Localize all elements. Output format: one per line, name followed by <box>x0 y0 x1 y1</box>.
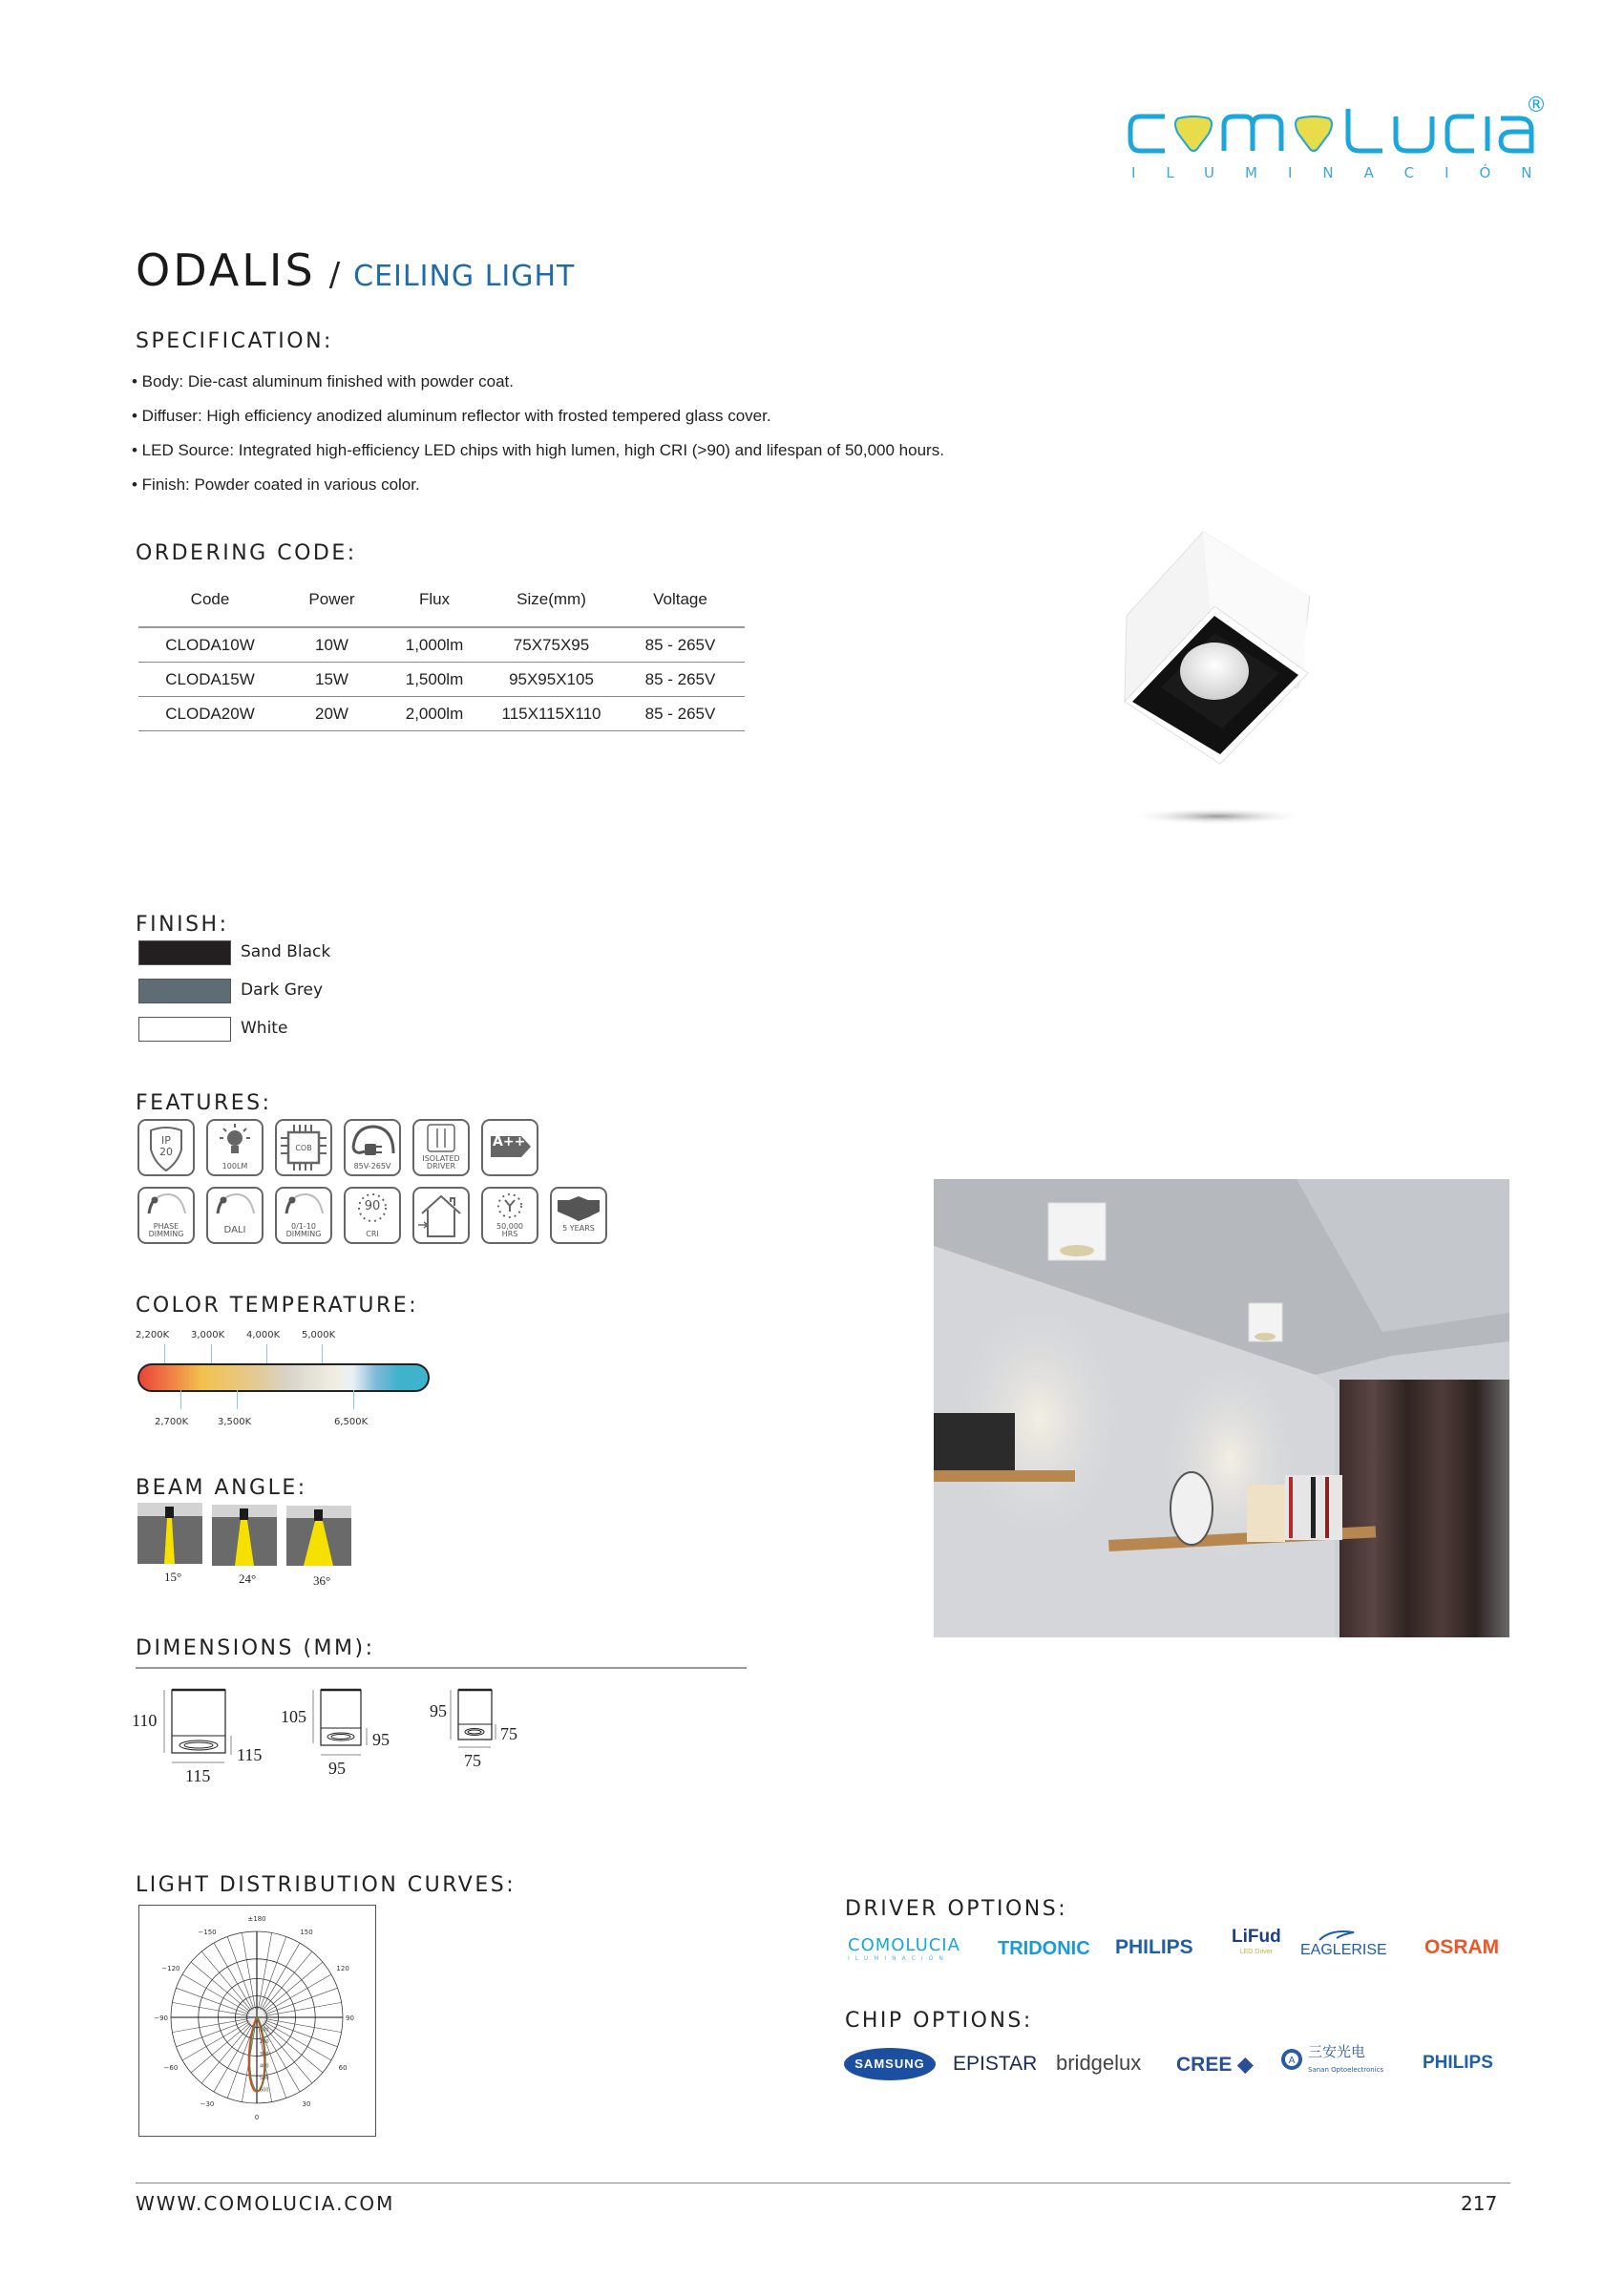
polar-angle-label: 150 <box>300 1928 313 1936</box>
brand-sub: LED Driver <box>1239 1949 1273 1955</box>
polar-angle-label: −150 <box>198 1928 217 1936</box>
feature-energy-class <box>481 1119 538 1176</box>
swatch-sand-black <box>138 940 231 965</box>
brand-epistar: EPISTAR <box>953 2053 1038 2075</box>
dim-side: 75 <box>500 1724 517 1743</box>
table-header-row <box>138 573 745 627</box>
finish-label: White <box>241 1019 288 1038</box>
cell-size: 115X115X110 <box>487 697 616 731</box>
brand-sub: Sanan Optoelectronics <box>1308 2066 1384 2074</box>
registered-mark: ® <box>1526 94 1547 117</box>
spec-item: • LED Source: Integrated high-efficiency LED chips with high lumen, high CRI (>90) and lifespan of 50,000 hours. <box>132 441 944 459</box>
cell-code: CLODA10W <box>138 627 282 663</box>
dim-side: 115 <box>237 1745 263 1764</box>
cri-value: 90 <box>364 1199 381 1213</box>
cell-code: CLODA20W <box>138 697 282 731</box>
title-row <box>136 244 575 296</box>
feature-caption: DIMMING <box>285 1230 322 1238</box>
col-size: Size(mm) <box>487 573 616 627</box>
cell-flux: 1,000lm <box>382 627 487 663</box>
chip-options-heading: CHIP OPTIONS: <box>845 2009 1033 2033</box>
col-voltage: Voltage <box>616 573 745 627</box>
cell-voltage: 85 - 265V <box>616 627 745 663</box>
ip-value: 20 <box>159 1146 173 1158</box>
sanan-logo-icon <box>1279 2043 1304 2076</box>
brand-comolucia: COMOLUCIA ILUMINACIÓN <box>848 1935 960 1962</box>
energy-class-text: A++ <box>493 1134 526 1150</box>
logo-subtitle: ILUMINACIÓN <box>1131 164 1563 181</box>
ct-label: 4,000K <box>246 1330 281 1340</box>
brand-sanan <box>1279 2043 1403 2081</box>
feature-caption: 100LM <box>221 1162 248 1171</box>
brand-philips: PHILIPS <box>1115 1936 1193 1958</box>
cell-voltage: 85 - 265V <box>616 663 745 697</box>
feature-warranty <box>550 1187 607 1244</box>
cell-power: 15W <box>282 663 382 697</box>
logo-wordmark <box>1127 105 1537 162</box>
dim-model-20w <box>164 1690 231 1762</box>
feature-indoor <box>412 1187 470 1244</box>
polar-radial-label: 300 <box>260 2051 269 2057</box>
ordering-table <box>138 573 745 731</box>
cell-size: 75X75X95 <box>487 627 616 663</box>
ct-label: 2,200K <box>136 1330 170 1340</box>
beam-angle-diagrams <box>137 1503 357 1566</box>
feature-lifespan <box>481 1187 538 1244</box>
sanan-chinese: 三安光电 <box>1308 2043 1366 2060</box>
beam-24 <box>212 1505 277 1566</box>
dim-width: 95 <box>328 1759 346 1778</box>
brand-philips: PHILIPS <box>1423 2053 1493 2073</box>
polar-angle-label: −60 <box>163 2064 179 2072</box>
dim-model-10w <box>451 1690 496 1747</box>
title-separator: / <box>328 256 341 294</box>
house-icon <box>414 1189 468 1242</box>
feature-0-10-dimming <box>275 1187 332 1244</box>
feature-dali <box>206 1187 264 1244</box>
dim-side: 95 <box>372 1730 390 1749</box>
ct-label: 3,000K <box>191 1330 225 1340</box>
feature-caption: DALI <box>223 1225 246 1235</box>
feature-lumen <box>206 1119 264 1176</box>
features-heading: FEATURES: <box>136 1091 272 1115</box>
product-category: CEILING LIGHT <box>353 260 576 293</box>
table-row <box>138 697 745 731</box>
cell-flux: 1,500lm <box>382 663 487 697</box>
polar-angle-label: 60 <box>338 2064 348 2072</box>
driver-options-heading: DRIVER OPTIONS: <box>845 1897 1068 1921</box>
beam-angle-label: 15° <box>164 1570 182 1584</box>
dimensions-heading: DIMENSIONS (MM): <box>136 1636 375 1660</box>
cell-power: 10W <box>282 627 382 663</box>
feature-caption: DIMMING <box>148 1230 184 1238</box>
polar-chart <box>138 1905 376 2137</box>
beam-angle-label: 24° <box>239 1571 257 1586</box>
polar-radial-label: 400 <box>260 2063 269 2070</box>
ordering-heading: ORDERING CODE: <box>136 541 357 565</box>
feature-caption: DRIVER <box>426 1162 456 1171</box>
feature-ip20 <box>137 1119 195 1176</box>
light-distribution-heading: LIGHT DISTRIBUTION CURVES: <box>136 1873 517 1897</box>
table-row <box>138 627 745 663</box>
cell-voltage: 85 - 265V <box>616 697 745 731</box>
feature-caption: 50,000 <box>496 1222 523 1231</box>
color-temperature-gradient <box>137 1363 430 1392</box>
dim-height: 110 <box>132 1711 158 1730</box>
feature-cri <box>344 1187 401 1244</box>
feature-caption: 0/1-10 <box>291 1222 316 1231</box>
polar-angle-label: −90 <box>154 2014 168 2022</box>
ip-label: IP <box>161 1134 171 1147</box>
finish-heading: FINISH: <box>136 913 229 937</box>
installation-photo <box>934 1179 1509 1637</box>
dim-height: 105 <box>281 1707 306 1726</box>
cell-size: 95X95X105 <box>487 663 616 697</box>
feature-isolated-driver <box>412 1119 470 1176</box>
swatch-white <box>138 1017 231 1042</box>
page-number: 217 <box>1461 2192 1498 2215</box>
cell-power: 20W <box>282 697 382 731</box>
svg-text:A: A <box>1288 2056 1296 2066</box>
ct-label: 2,700K <box>155 1417 189 1427</box>
divider <box>136 1667 747 1669</box>
beam-15 <box>137 1503 202 1564</box>
polar-radial-label: 100 <box>260 2027 269 2034</box>
feature-voltage <box>344 1119 401 1176</box>
dim-height: 95 <box>430 1701 447 1720</box>
brand-cree: CREE ◆ <box>1176 2054 1254 2076</box>
feature-caption: 85V-265V <box>353 1162 391 1171</box>
brand-lifud: LiFud LED Driver <box>1232 1927 1281 1955</box>
polar-angle-label: 30 <box>302 2100 311 2109</box>
brand-eaglerise: EAGLERISE <box>1300 1942 1387 1959</box>
brand-osram: OSRAM <box>1424 1936 1500 1958</box>
specification-heading: SPECIFICATION: <box>136 329 333 353</box>
polar-radial-label: 500 <box>260 2076 269 2081</box>
cree-diamond-icon: ◆ <box>1237 2054 1254 2076</box>
ct-label: 3,500K <box>218 1417 252 1427</box>
polar-angle-label: −120 <box>161 1965 180 1972</box>
spec-item: • Diffuser: High efficiency anodized aluminum reflector with frosted tempered glass cover. <box>132 407 771 425</box>
polar-angle-label: −30 <box>200 2100 215 2109</box>
table-row <box>138 663 745 697</box>
website-link[interactable]: WWW.COMOLUCIA.COM <box>136 2192 395 2215</box>
polar-angle-label: 90 <box>346 2014 354 2022</box>
dim-width: 75 <box>464 1751 481 1770</box>
beam-angle-label: 36° <box>313 1573 331 1588</box>
ct-label: 5,000K <box>302 1330 336 1340</box>
cell-code: CLODA15W <box>138 663 282 697</box>
polar-radial-label: 200 <box>260 2039 269 2046</box>
spec-item: • Body: Die-cast aluminum finished with powder coat. <box>132 372 514 390</box>
polar-angle-label: 120 <box>336 1965 349 1972</box>
polar-radial-label: 600 <box>260 2087 269 2094</box>
product-name: ODALIS <box>136 244 316 296</box>
brand-samsung: SAMSUNG <box>844 2048 936 2080</box>
beam-36 <box>286 1506 351 1566</box>
brand-sub: ILUMINACIÓN <box>848 1955 949 1962</box>
finish-label: Dark Grey <box>241 981 324 1000</box>
feature-phase-dimming <box>137 1187 195 1244</box>
color-temperature-heading: COLOR TEMPERATURE: <box>136 1294 419 1318</box>
feature-caption: HRS <box>501 1230 518 1238</box>
spec-item: • Finish: Powder coated in various color. <box>132 475 420 494</box>
dim-width: 115 <box>185 1766 211 1785</box>
brand-bridgelux: bridgelux <box>1056 2051 1142 2075</box>
col-power: Power <box>282 573 382 627</box>
cell-flux: 2,000lm <box>382 697 487 731</box>
feature-caption: ISOLATED <box>422 1154 460 1163</box>
col-flux: Flux <box>382 573 487 627</box>
swatch-dark-grey <box>138 979 231 1003</box>
feature-caption: PHASE <box>153 1222 179 1231</box>
brand-tridonic: TRIDONIC <box>998 1938 1090 1959</box>
handshake-icon <box>552 1189 605 1242</box>
feature-caption: 5 YEARS <box>562 1224 595 1233</box>
col-code: Code <box>138 573 282 627</box>
feature-cob <box>275 1119 332 1176</box>
product-image <box>1107 520 1451 845</box>
polar-angle-label: ±180 <box>247 1915 266 1923</box>
dim-model-15w <box>313 1690 367 1755</box>
feature-caption: CRI <box>366 1230 379 1238</box>
finish-label: Sand Black <box>241 942 331 961</box>
eagle-icon <box>1318 1927 1356 1942</box>
feature-text: COB <box>295 1144 312 1152</box>
polar-angle-label: 0 <box>254 2114 260 2121</box>
ct-label: 6,500K <box>334 1417 369 1427</box>
beam-angle-heading: BEAM ANGLE: <box>136 1476 307 1500</box>
